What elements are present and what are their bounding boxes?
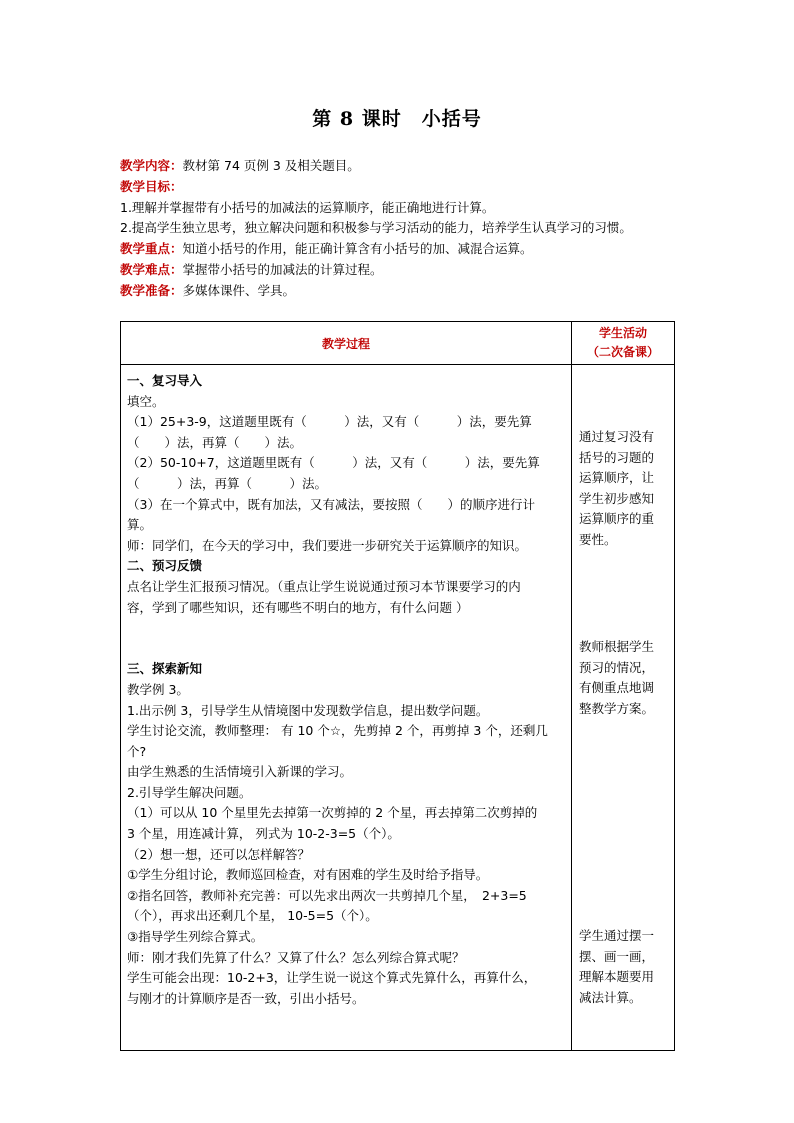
process-line — [127, 618, 567, 639]
process-line: 1.出示例 3，引导学生从情境图中发现数学信息，提出数学问题。 — [127, 702, 489, 718]
meta-prep — [120, 280, 680, 301]
activity-line: 学生通过摆一 — [579, 928, 655, 943]
activity-line: 预习的情况， — [579, 659, 655, 675]
process-line: （ ）法，再算（ ）法。 — [127, 434, 303, 450]
activity-note-1 — [579, 427, 671, 551]
activity-line: 整教学方案。 — [579, 700, 655, 716]
process-line: 个? — [127, 743, 147, 759]
process-line: （2）想一想，还可以怎样解答？ — [127, 846, 310, 862]
meta-key — [120, 238, 680, 259]
goal-1: 1.理解并掌握带有小括号的加减法的运算顺序，能正确地进行计算。 — [120, 200, 495, 215]
process-line: 与刚才的计算顺序是否一致，引出小括号。 — [127, 990, 365, 1006]
process-line: 算。 — [127, 517, 153, 533]
activity-line: 学生初步感知 — [579, 490, 655, 506]
activity-line: 减法计算。 — [579, 989, 642, 1005]
section-heading: 三、探索新知 — [127, 661, 203, 677]
process-line: 学生讨论交流，教师整理： 有 10 个☆，先剪掉 2 个，再剪掉 3 个，还剩几 — [127, 723, 548, 739]
prep-text: 多媒体课件、学具。 — [182, 283, 296, 298]
process-line: （1）可以从 10 个星里先去掉第一次剪掉的 2 个星，再去掉第二次剪掉的 — [127, 805, 538, 821]
process-line: （3）在一个算式中，既有加法，又有减法，要按照（ ）的顺序进行计 — [127, 496, 535, 512]
process-line: 由学生熟悉的生活情境引入新课的学习。 — [127, 764, 353, 780]
activity-line: 通过复习没有 — [579, 429, 655, 444]
activity-line: 有侧重点地调 — [579, 680, 655, 696]
process-line: 师：刚才我们先算了什么？又算了什么？怎么列综合算式呢？ — [127, 949, 465, 965]
process-line: 容，学到了哪些知识，还有哪些不明白的地方，有什么问题 ） — [127, 599, 469, 615]
header-activity-line-1: 学生活动 — [598, 326, 647, 340]
process-line: 点名让学生汇报预习情况。（重点让学生说说通过预习本节课要学习的内 — [127, 578, 521, 594]
difficult-text: 掌握带小括号的加减法的计算过程。 — [182, 262, 383, 277]
process-line: 学生可能会出现：10-2+3，让学生说一说这个算式先算什么，再算什么， — [127, 970, 537, 986]
goal-label: 教学目标： — [120, 179, 183, 194]
page-title: 第 8 课时 小括号 — [312, 108, 482, 130]
table-header-row — [121, 322, 675, 365]
meta-difficult — [120, 259, 680, 280]
process-line: ③指导学生列综合算式。 — [127, 929, 264, 945]
meta-goal — [120, 176, 680, 197]
process-line: ②指名回答，教师补充完善：可以先求出两次一共剪掉几个星， 2+3=5 — [127, 887, 527, 903]
activity-line: 运算顺序的重 — [579, 511, 655, 527]
header-activity-line-2: （二次备课） — [586, 345, 659, 359]
header-process: 教学过程 — [121, 322, 572, 365]
activity-line: 教师根据学生 — [579, 639, 655, 654]
process-line: 填空。 — [127, 393, 165, 409]
section-heading: 一、复习导入 — [127, 373, 203, 388]
activity-line: 运算顺序，让 — [579, 470, 655, 486]
meta-content — [120, 155, 680, 176]
key-label: 教学重点： — [120, 241, 183, 256]
prep-label: 教学准备： — [120, 283, 183, 298]
activity-cell — [572, 365, 675, 1051]
process-line — [127, 639, 567, 660]
process-line: （1）25+3-9，这道题里既有（ ）法，又有（ ）法，要先算 — [127, 414, 532, 430]
process-line: （ ）法，再算（ ）法。 — [127, 475, 328, 491]
process-lines — [127, 371, 567, 1009]
process-cell — [121, 365, 572, 1051]
process-line: （2）50-10+7，这道题里既有（ ）法，又有（ ）法，要先算 — [127, 455, 540, 471]
lesson-table — [120, 321, 675, 1051]
process-line: 3 个星，用连减计算， 列式为 10-2-3=5（个）。 — [127, 826, 400, 842]
process-line: 2.引导学生解决问题。 — [127, 784, 252, 800]
activity-line: 括号的习题的 — [579, 449, 655, 465]
activity-note-3 — [579, 926, 671, 1008]
process-line: 师：同学们，在今天的学习中，我们要进一步研究关于运算顺序的知识。 — [127, 537, 528, 553]
process-line: 教学例 3。 — [127, 681, 189, 697]
lesson-meta — [120, 155, 680, 301]
section-heading: 二、预习反馈 — [127, 558, 203, 574]
table-body-row — [121, 365, 675, 1051]
key-text: 知道小括号的作用，能正确计算含有小括号的加、减混合运算。 — [182, 241, 533, 256]
process-line: （个），再求出还剩几个星， 10-5=5（个）。 — [127, 908, 378, 924]
content-text: 教材第 74 页例 3 及相关题目。 — [182, 158, 360, 173]
goal-2: 2.提高学生独立思考，独立解决问题和积极参与学习活动的能力，培养学生认真学习的习惯。 — [120, 220, 632, 235]
header-activity — [572, 322, 675, 365]
activity-line: 要性。 — [579, 531, 617, 547]
difficult-label: 教学难点： — [120, 262, 183, 277]
process-line: ①学生分组讨论，教师巡回检查，对有困难的学生及时给予指导。 — [127, 867, 489, 883]
activity-line: 摆、画一画， — [579, 948, 655, 964]
content-label: 教学内容： — [120, 158, 183, 173]
activity-note-2 — [579, 637, 671, 719]
activity-line: 理解本题要用 — [579, 969, 655, 985]
